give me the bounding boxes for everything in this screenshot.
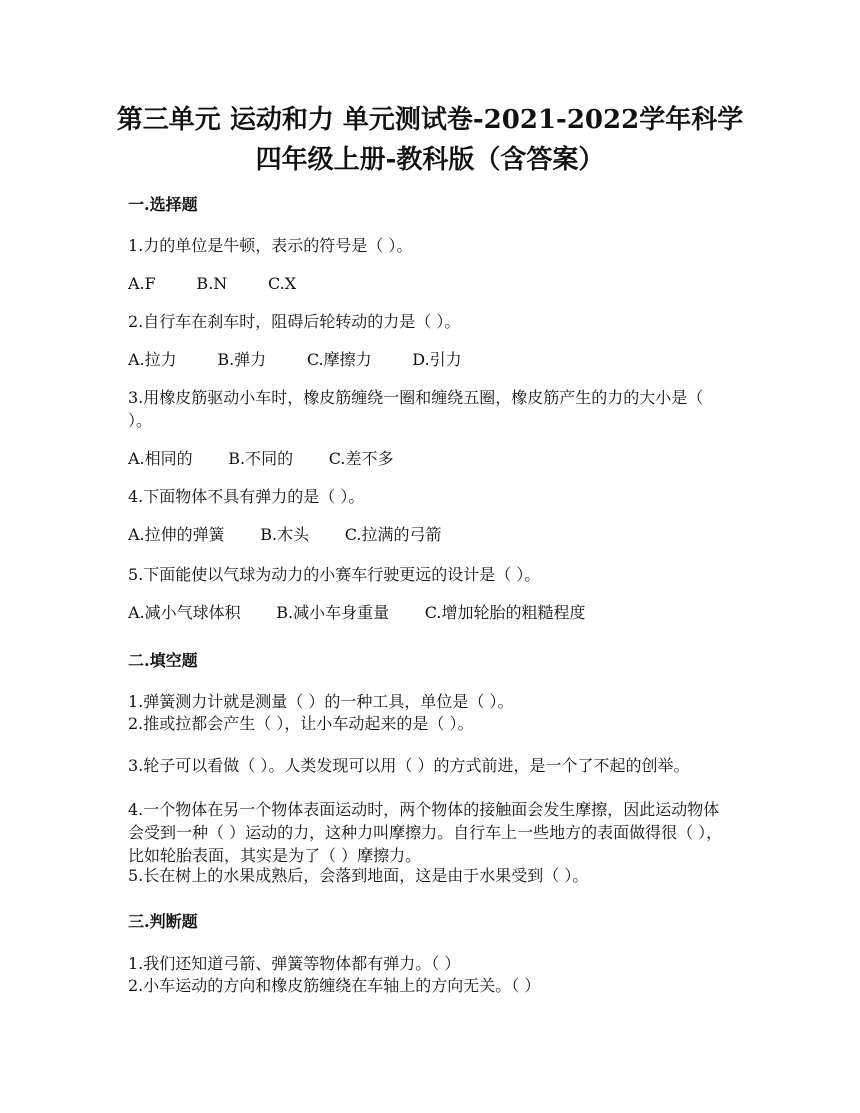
choice-options-3: A.相同的 B.不同的 C.差不多 xyxy=(128,449,394,468)
choice-options-4: A.拉伸的弹簧 B.木头 C.拉满的弓箭 xyxy=(128,525,442,544)
choice-options-2: A.拉力 B.弹力 C.摩擦力 D.引力 xyxy=(128,350,462,369)
section-heading-fill: 二.填空题 xyxy=(128,651,198,670)
choice-options-1: A.F B.N C.X xyxy=(128,274,297,293)
choice-question-2: 2.自行车在刹车时，阻碍后轮转动的力是（ ）。 xyxy=(128,312,461,331)
choice-options-5: A.减小气球体积 B.减小车身重量 C.增加轮胎的粗糙程度 xyxy=(128,603,586,622)
choice-question-4: 4.下面物体不具有弹力的是（ ）。 xyxy=(128,487,365,506)
fill-question-5: 5.长在树上的水果成熟后，会落到地面，这是由于水果受到（ ）。 xyxy=(128,866,589,885)
section-heading-choice: 一.选择题 xyxy=(128,195,198,214)
section-heading-judge: 三.判断题 xyxy=(128,912,198,931)
choice-question-5: 5.下面能使以气球为动力的小赛车行驶更远的设计是（ ）。 xyxy=(128,565,541,584)
judge-question-1: 1.我们还知道弓箭、弹簧等物体都有弹力。（ ） xyxy=(128,954,461,973)
page-title: 第三单元 运动和力 单元测试卷-2021-2022学年科学四年级上册-教科版（含答案） xyxy=(116,105,744,175)
fill-question-4: 4.一个物体在另一个物体表面运动时，两个物体的接触面会发生摩擦，因此运动物体会受到一种（ ）运动的力，这种力叫摩擦力。自行车上一些地方的表面做得很（ ），比如轮胎表面，其实是为了（ ）摩擦力。 xyxy=(128,800,723,865)
judge-question-2: 2.小车运动的方向和橡皮筋缠绕在车轴上的方向无关。（ ） xyxy=(128,976,541,995)
fill-question-1: 1.弹簧测力计就是测量（ ）的一种工具，单位是（ ）。 xyxy=(128,692,514,711)
fill-question-2: 2.推或拉都会产生（ ），让小车动起来的是（ ）。 xyxy=(128,714,474,733)
choice-question-1: 1.力的单位是牛顿，表示的符号是（ ）。 xyxy=(128,236,413,255)
choice-question-3: 3.用橡皮筋驱动小车时，橡皮筋缠绕一圈和缠绕五圈，橡皮筋产生的力的大小是（ ）。 xyxy=(128,388,704,430)
fill-question-3: 3.轮子可以看做（ ）。人类发现可以用（ ）的方式前进，是一个了不起的创举。 xyxy=(128,756,690,775)
